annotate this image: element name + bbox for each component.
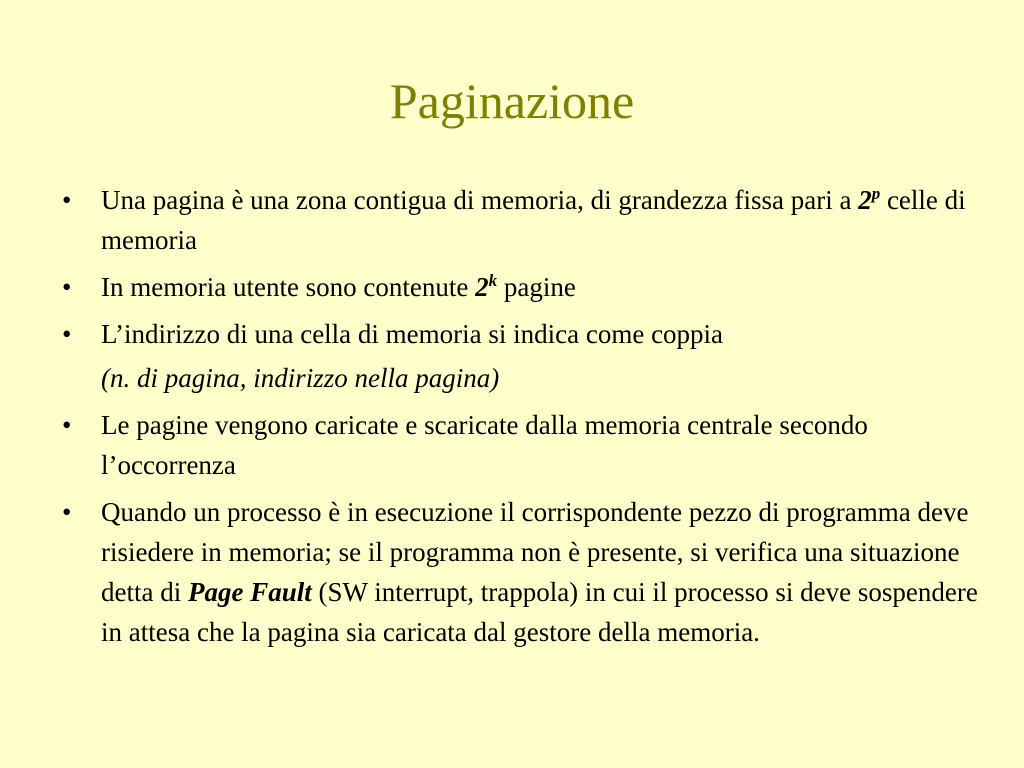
bullet-icon: • [62,319,72,349]
item-text: Quando un processo è in esecuzione il corrispondente pezzo di programma deve risiedere in memoria; se il programma non è presente, si verifica una situazione detta di [101,497,969,607]
item-text: (n. di pagina, indirizzo nella pagina) [101,363,500,393]
power-base: 2 [858,185,872,215]
bullet-icon: • [62,272,72,302]
item-text: L’indirizzo di una cella di memoria si indica come coppia [101,319,724,349]
item-text: In memoria utente sono contenute [101,272,476,302]
slide-title: Paginazione [389,73,635,129]
list-item [62,405,982,485]
item-text: Le pagine vengono caricate e scaricate dalla memoria centrale secondo l’occorrenza [101,410,868,480]
item-text: (SW interrupt, trappola) in cui il processo si deve sospendere in attesa che la pagina sia caricata dal gestore della memoria. [101,577,978,647]
power-exponent: k [488,271,498,290]
bullet-list [62,180,982,659]
page-fault-term: Page Fault [187,577,312,607]
list-item [62,314,982,354]
bullet-icon: • [62,185,72,215]
list-item [62,492,982,652]
power-exponent: p [871,184,881,203]
list-item [62,267,982,307]
item-text: Una pagina è una zona contigua di memoria, di grandezza fissa pari a [101,185,859,215]
bullet-icon: • [62,497,72,527]
bullet-icon: • [62,410,72,440]
item-text: pagine [497,272,576,302]
list-item-continuation [62,358,982,398]
power-base: 2 [475,272,489,302]
item-text: celle di memoria [101,185,966,255]
list-item [62,180,982,260]
